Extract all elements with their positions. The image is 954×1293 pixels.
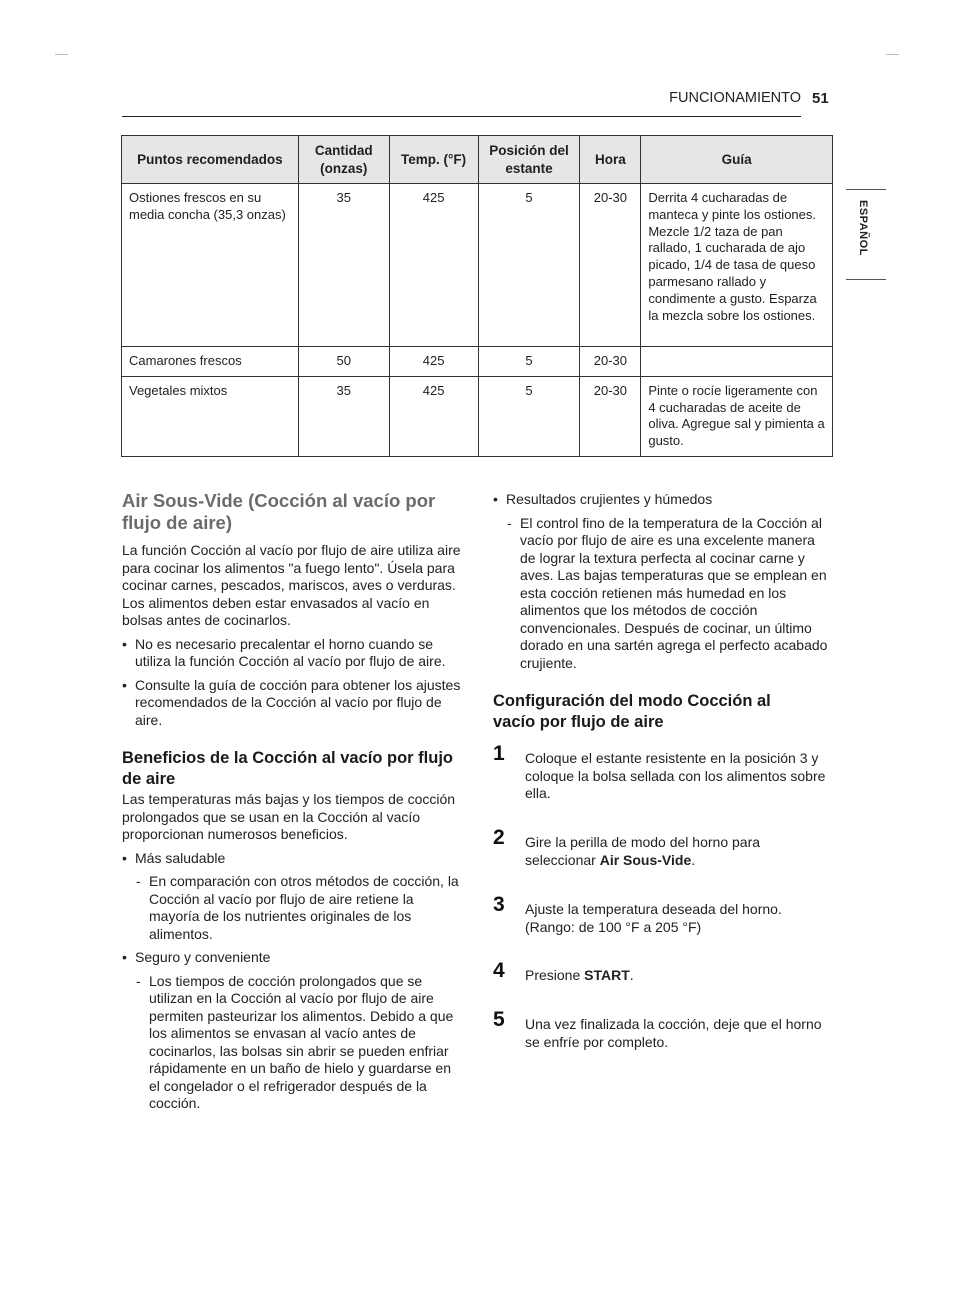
bullet-item: • Resultados crujientes y húmedos: [493, 491, 833, 509]
table-cell-temperature: 425: [389, 347, 478, 377]
table-cell-position: 5: [478, 376, 580, 456]
config-title: Configuración del modo Cocción al vacío por flujo de aire: [493, 692, 771, 731]
bullet-item: • Más saludable: [122, 850, 462, 868]
table-header: Posición del estante: [478, 136, 580, 184]
step-text: Coloque el estante resistente en la posición 3 y coloque la bolsa sellada con los alimentos sobre ella.: [525, 750, 826, 801]
step-text-part: Presione: [525, 967, 585, 983]
table-cell-position: 5: [478, 347, 580, 377]
mode-name: Air Sous-Vide: [599, 851, 692, 868]
step-number: 3: [493, 893, 505, 916]
table-header: Hora: [580, 136, 641, 184]
sub-bullet-item: - En comparación con otros métodos de cocción, la Cocción al vacío por flujo de aire retiene la mayoría de los nutrientes originales de los alimentos.: [122, 873, 462, 943]
table-cell-position: 5: [478, 184, 580, 347]
step-5: [493, 1008, 833, 1051]
section-header: FUNCIONAMIENTO: [669, 90, 801, 106]
section-title: Air Sous-Vide (Cocción al vacío por flujo de aire): [122, 490, 436, 533]
step-number: 1: [493, 742, 505, 765]
step-number: 4: [493, 959, 505, 982]
step-text: [525, 834, 833, 869]
button-name: START: [584, 967, 630, 983]
table-cell-time: 20-30: [580, 376, 641, 456]
left-column: [122, 490, 462, 1113]
step-4: [493, 959, 833, 985]
right-column: [493, 491, 833, 1071]
step-2: [493, 826, 833, 869]
table-cell-temperature: 425: [389, 376, 478, 456]
table-header: Temp. (°F): [389, 136, 478, 184]
step-3: [493, 893, 833, 936]
table-cell-item: Vegetales mixtos: [122, 376, 299, 456]
page-number: 51: [812, 90, 829, 107]
table-header: Guía: [641, 136, 833, 184]
step-text-part: .: [691, 851, 696, 868]
bullet-item: • No es necesario precalentar el horno cuando se utiliza la función Cocción al vacío por flujo de aire.: [122, 636, 462, 671]
table-cell-guide: [641, 347, 833, 377]
table-row: [122, 376, 833, 456]
bullet-item: • Seguro y conveniente: [122, 949, 462, 967]
table-header-row: [122, 136, 833, 184]
header-rule: [122, 116, 801, 117]
table-cell-temperature: 425: [389, 184, 478, 347]
table-cell-item: Camarones frescos: [122, 347, 299, 377]
table-header: Cantidad (onzas): [298, 136, 389, 184]
table-header: Puntos recomendados: [122, 136, 299, 184]
benefits-title: Beneficios de la Cocción al vacío por flujo de aire: [122, 749, 453, 788]
step-1: [493, 742, 833, 803]
table-row: [122, 347, 833, 377]
benefits-intro: Las temperaturas más bajas y los tiempos de cocción prolongados que se usan en la Cocción al vacío proporcionan numerosos beneficios.: [122, 791, 456, 842]
table-row: [122, 184, 833, 347]
step-text: Una vez finalizada la cocción, deje que el horno se enfríe por completo.: [525, 1016, 822, 1050]
step-text: Ajuste la temperatura deseada del horno. (Rango: de 100 °F a 205 °F): [525, 901, 782, 935]
table-cell-guide: Derrita 4 cucharadas de manteca y pinte los ostiones. Mezcle 1/2 taza de pan rallado, 1 cucharada de ajo picado, 1/4 de tasa de queso parmesano rallado y condimente a gusto. Esparza la mezcla sobre los ostiones.: [641, 184, 833, 347]
step-text-part: Gire la perilla de modo del horno para seleccionar: [525, 834, 761, 868]
bullet-item: • Consulte la guía de cocción para obtener los ajustes recomendados de la Cocción al vacío por flujo de aire.: [122, 677, 462, 730]
table-cell-quantity: 35: [298, 376, 389, 456]
language-tab: [846, 189, 886, 280]
table-cell-quantity: 35: [298, 184, 389, 347]
table-cell-guide: Pinte o rocíe ligeramente con 4 cucharadas de aceite de oliva. Agregue sal y pimienta a gusto.: [641, 376, 833, 456]
step-number: 5: [493, 1008, 505, 1031]
language-tab-label: ESPAÑOL: [857, 200, 869, 256]
table-cell-time: 20-30: [580, 184, 641, 347]
cooking-guide-table: [121, 135, 833, 457]
table-cell-quantity: 50: [298, 347, 389, 377]
step-number: 2: [493, 826, 505, 849]
crop-mark-right: [886, 54, 899, 55]
step-text-part: .: [629, 967, 634, 983]
sub-bullet-item: - Los tiempos de cocción prolongados que se utilizan en la Cocción al vacío por flujo de aire permiten pasteurizar los alimentos. Debido a que los alimentos se envasan al vacío antes de cocinarlos, las bolsas sin abrir se pueden enfriar rápidamente en un baño de hielo y guardarse en el congelador o el refrigerador después de la cocción.: [122, 973, 462, 1113]
sub-bullet-item: - El control fino de la temperatura de la Cocción al vacío por flujo de aire es una excelente manera de lograr la textura perfecta al cocinar carne y aves. Las bajas temperaturas que se emplean en esta cocción retienen más humedad en los alimentos que los métodos de cocción convencionales. Después de cocinar, un último dorado en una sartén agrega el perfecto acabado crujiente.: [493, 515, 833, 673]
crop-mark-left: [55, 54, 68, 55]
table-cell-time: 20-30: [580, 347, 641, 377]
table-cell-item: Ostiones frescos en su media concha (35,3 onzas): [122, 184, 299, 347]
step-text: [525, 967, 833, 985]
intro-paragraph: La función Cocción al vacío por flujo de aire utiliza aire para cocinar los alimentos "a fuego lento". Úsela para cocinar carnes, pescados, mariscos, aves o verduras. Los alimentos deben estar envasados al vacío en bolsas antes de cocinarlos.: [122, 542, 461, 628]
